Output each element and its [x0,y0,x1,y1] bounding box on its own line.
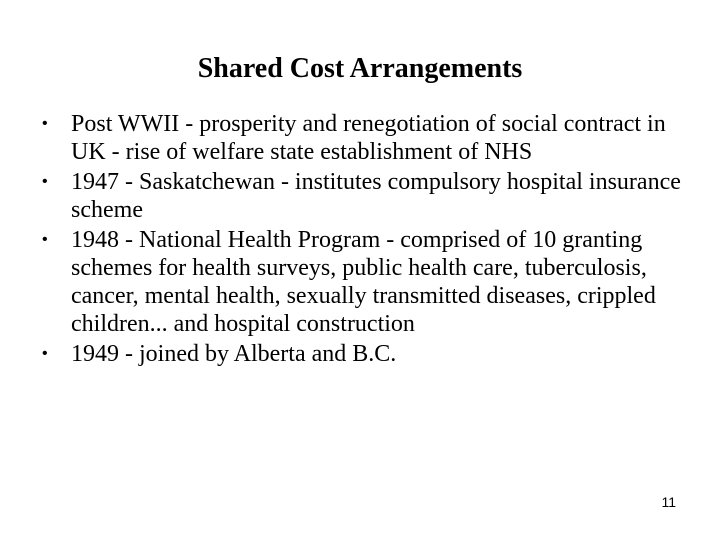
bullet-text: 1948 - National Health Program - comprised of 10 granting schemes for health surveys, public health care, tuberculosis, cancer, mental health, sexually transmitted diseases, crippled children... and hospital construction [71,227,656,337]
bullet-list [36,110,686,370]
bullet-icon: • [42,345,48,362]
bullet-text: 1947 - Saskatchewan - institutes compulsory hospital insurance scheme [71,169,681,223]
bullet-text: 1949 - joined by Alberta and B.C. [71,341,397,367]
page-number: 11 [661,494,676,510]
bullet-text: Post WWII - prosperity and renegotiation of social contract in UK - rise of welfare state establishment of NHS [71,111,666,165]
slide-title: Shared Cost Arrangements [197,53,523,84]
bullet-icon: • [42,231,48,248]
bullet-item [36,110,686,166]
bullet-item [36,340,686,368]
bullet-icon: • [42,115,48,132]
bullet-icon: • [42,173,48,190]
bullet-item [36,168,686,224]
bullet-item [36,226,686,338]
